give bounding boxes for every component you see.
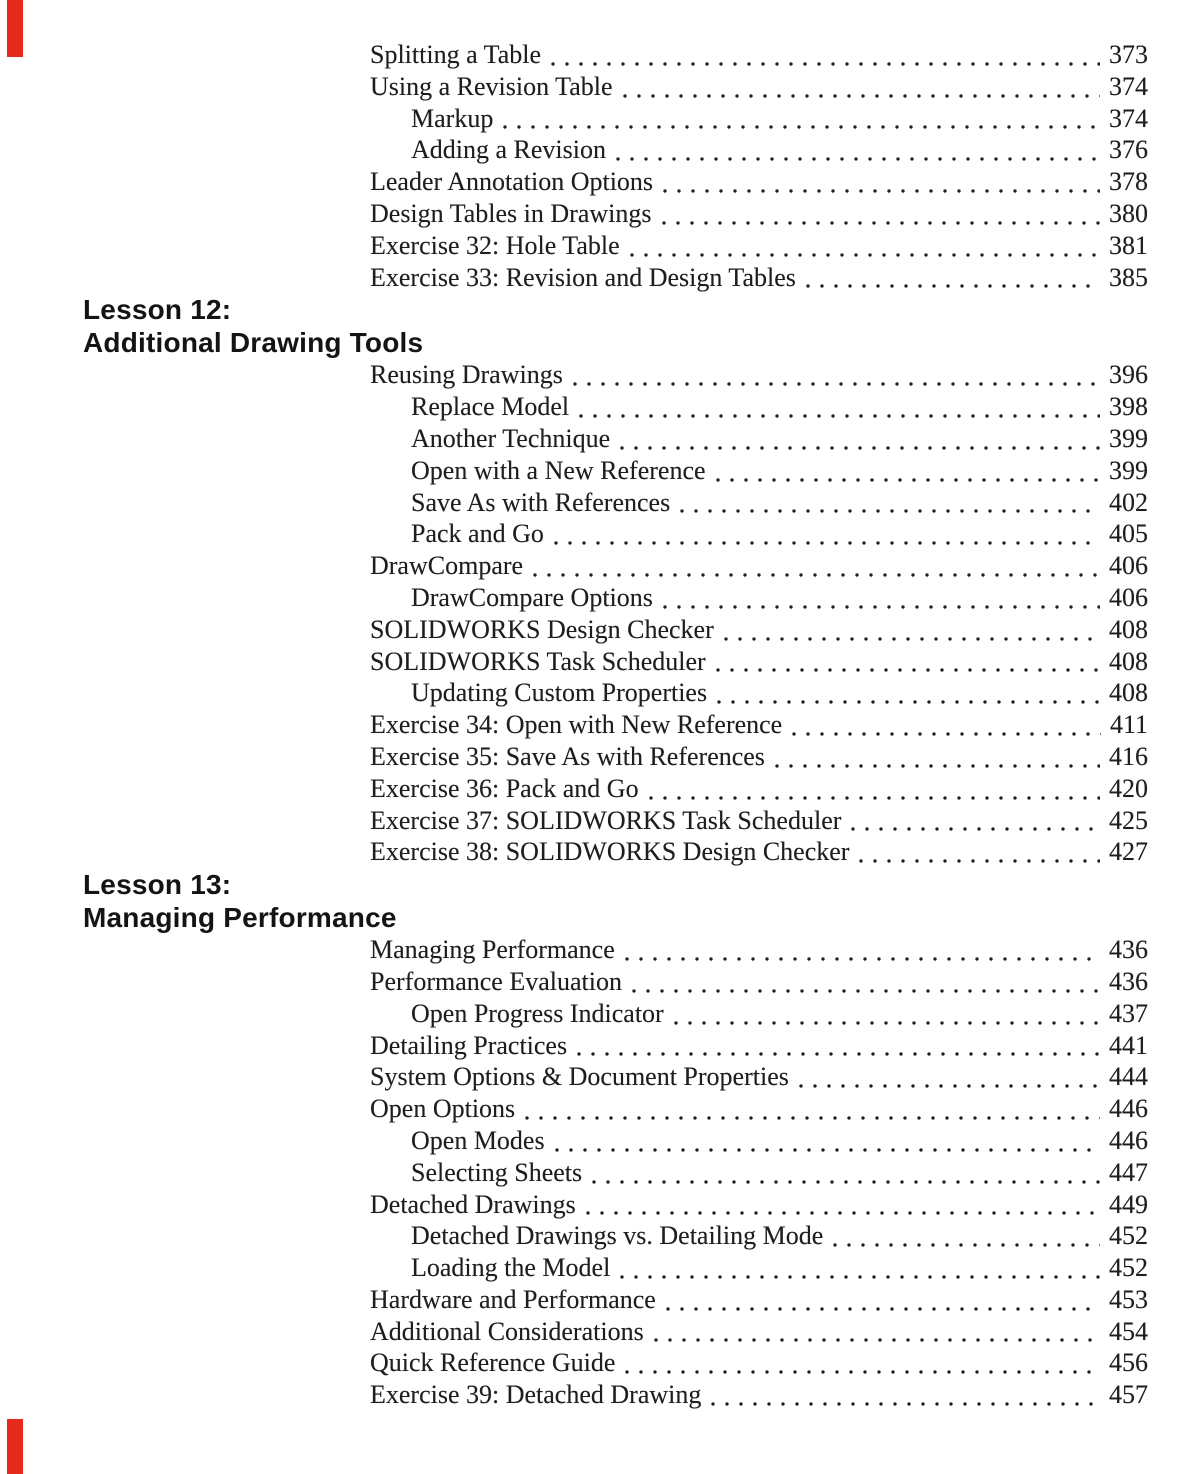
dot-leader: [563, 359, 1109, 391]
toc-entry-page-number: 446: [1109, 1094, 1148, 1124]
toc-entry: [370, 71, 1148, 103]
dot-leader: [493, 103, 1109, 135]
toc-entry-title: Exercise 33: Revision and Design Tables: [370, 262, 796, 292]
toc-entry-title: Pack and Go: [411, 519, 544, 549]
toc-entry: [370, 1379, 1148, 1411]
toc-entry-page-number: 374: [1109, 71, 1148, 101]
toc-section: [0, 293, 1186, 868]
dot-leader: [823, 1220, 1109, 1252]
dot-leader: [606, 134, 1109, 166]
toc-entry: [411, 1125, 1148, 1157]
toc-entry-page-number: 436: [1109, 966, 1148, 996]
toc-entry-page-number: 446: [1109, 1125, 1148, 1155]
toc-entry-title: Save As with References: [411, 487, 671, 517]
toc-entry: [370, 614, 1148, 646]
dot-leader: [610, 423, 1109, 455]
toc-entry: [370, 1030, 1148, 1062]
dot-leader: [653, 582, 1109, 614]
toc-entry-page-number: 453: [1109, 1284, 1148, 1314]
toc-entry: [411, 518, 1148, 550]
toc-entry-title: Replace Model: [411, 392, 570, 422]
toc-entry-page-number: 402: [1109, 487, 1148, 517]
toc-entry-page-number: 406: [1109, 551, 1148, 581]
dot-leader: [782, 709, 1110, 741]
toc-entry-title: Another Technique: [411, 423, 611, 453]
toc-entry-page-number: 385: [1109, 262, 1148, 292]
toc-entry-title: Loading the Model: [411, 1253, 611, 1283]
toc-entries: [0, 39, 1186, 293]
toc-entry-title: Managing Performance: [370, 935, 615, 965]
toc-entry-page-number: 396: [1109, 360, 1148, 390]
toc-entry-title: Leader Annotation Options: [370, 167, 654, 197]
toc-entry-title: DrawCompare Options: [411, 582, 653, 612]
dot-leader: [582, 1157, 1109, 1189]
lesson-heading-line1: Lesson 13:: [83, 869, 232, 901]
toc-entry: [370, 39, 1148, 71]
toc-entry-title: Open Options: [370, 1094, 516, 1124]
toc-entry: [411, 134, 1148, 166]
dot-leader: [652, 198, 1110, 230]
toc-entry-page-number: 376: [1109, 135, 1148, 165]
toc-entry: [370, 966, 1148, 998]
dot-leader: [706, 646, 1109, 678]
toc-entry-title: Additional Considerations: [370, 1316, 644, 1346]
toc-entry: [370, 166, 1148, 198]
toc-entry-page-number: 437: [1109, 998, 1148, 1028]
toc-entry-title: Detached Drawings: [370, 1189, 576, 1219]
toc-entry: [370, 359, 1148, 391]
toc-entry: [411, 998, 1148, 1030]
toc-entry-page-number: 405: [1109, 519, 1148, 549]
dot-leader: [576, 1189, 1109, 1221]
dot-leader: [701, 1379, 1109, 1411]
toc-entry: [411, 391, 1148, 423]
lesson-heading-line2: Managing Performance: [83, 902, 397, 934]
dot-leader: [569, 391, 1109, 423]
toc-entry: [370, 1061, 1148, 1093]
dot-leader: [706, 455, 1109, 487]
toc-entry: [370, 262, 1148, 294]
toc-entry-title: Using a Revision Table: [370, 71, 613, 101]
toc-entry: [411, 582, 1148, 614]
toc-entry-page-number: 408: [1109, 614, 1148, 644]
toc-entry-page-number: 374: [1109, 103, 1148, 133]
toc-entry-title: SOLIDWORKS Task Scheduler: [370, 646, 706, 676]
toc-entry: [370, 1189, 1148, 1221]
toc-entry: [370, 934, 1148, 966]
toc-entry-title: Detached Drawings vs. Detailing Mode: [411, 1221, 824, 1251]
toc-entry-page-number: 427: [1109, 837, 1148, 867]
toc-entry-title: Open Modes: [411, 1125, 545, 1155]
toc-entry-page-number: 408: [1109, 678, 1148, 708]
toc-entry: [411, 103, 1148, 135]
toc-entry-page-number: 447: [1109, 1157, 1148, 1187]
toc-entries: [0, 934, 1186, 1411]
dot-leader: [639, 773, 1109, 805]
dot-leader: [544, 518, 1109, 550]
lesson-heading-line2: Additional Drawing Tools: [83, 327, 424, 359]
dot-leader: [714, 614, 1109, 646]
dot-leader: [613, 71, 1109, 103]
toc-entry-page-number: 411: [1109, 710, 1148, 740]
dot-leader: [541, 39, 1109, 71]
toc-entry-title: Quick Reference Guide: [370, 1348, 616, 1378]
toc-entry-title: Adding a Revision: [411, 135, 606, 165]
toc-entry-page-number: 452: [1109, 1253, 1148, 1283]
toc-entry-title: Updating Custom Properties: [411, 678, 708, 708]
toc-entry-page-number: 416: [1109, 741, 1148, 771]
dot-leader: [644, 1316, 1109, 1348]
toc-entry: [370, 1284, 1148, 1316]
toc-entry: [370, 805, 1148, 837]
dot-leader: [664, 998, 1109, 1030]
toc-entry-page-number: 399: [1109, 455, 1148, 485]
toc-section: [0, 39, 1186, 293]
toc-entry-page-number: 436: [1109, 935, 1148, 965]
toc-entry-title: Exercise 39: Detached Drawing: [370, 1380, 702, 1410]
toc-entry-title: Exercise 32: Hole Table: [370, 230, 620, 260]
toc-entry-title: Reusing Drawings: [370, 360, 563, 390]
dot-leader: [849, 836, 1109, 868]
lesson-heading: [83, 868, 1186, 934]
toc-entry-page-number: 456: [1109, 1348, 1148, 1378]
toc-entry: [411, 1220, 1148, 1252]
toc-entry-page-number: 454: [1109, 1316, 1148, 1346]
toc-entry-title: Performance Evaluation: [370, 966, 622, 996]
toc-entry-title: Exercise 35: Save As with References: [370, 741, 765, 771]
toc-entry-title: Exercise 34: Open with New Reference: [370, 710, 783, 740]
toc-entry-page-number: 420: [1109, 773, 1148, 803]
lesson-heading-line1: Lesson 12:: [83, 294, 232, 326]
lesson-heading: [83, 293, 1186, 359]
toc-entry-page-number: 441: [1109, 1030, 1148, 1060]
toc-entry: [411, 487, 1148, 519]
toc-entry-title: Splitting a Table: [370, 40, 542, 69]
dot-leader: [622, 966, 1109, 998]
dot-leader: [789, 1061, 1109, 1093]
toc-entry: [411, 1157, 1148, 1189]
toc-entry-page-number: 398: [1109, 392, 1148, 422]
toc-entry-page-number: 408: [1109, 646, 1148, 676]
toc-entry: [411, 677, 1148, 709]
dot-leader: [670, 487, 1109, 519]
toc-entry-page-number: 381: [1109, 230, 1148, 260]
dot-leader: [656, 1284, 1109, 1316]
toc-entry-page-number: 425: [1109, 805, 1148, 835]
dot-leader: [515, 1093, 1109, 1125]
toc-entry-page-number: 378: [1109, 167, 1148, 197]
toc-entries: [0, 359, 1186, 868]
dot-leader: [545, 1125, 1109, 1157]
toc-entry-title: SOLIDWORKS Design Checker: [370, 614, 714, 644]
toc-entry-page-number: 399: [1109, 423, 1148, 453]
toc-entry-title: Markup: [411, 103, 494, 133]
toc-entry: [411, 455, 1148, 487]
dot-leader: [610, 1252, 1109, 1284]
toc-entry: [370, 198, 1148, 230]
dot-leader: [765, 741, 1109, 773]
toc-entry-title: Design Tables in Drawings: [370, 198, 652, 228]
toc-entry-title: Selecting Sheets: [411, 1157, 583, 1187]
red-edge-mark-bottom: [7, 1419, 23, 1474]
toc-entry: [370, 773, 1148, 805]
toc-entry-page-number: 449: [1109, 1189, 1148, 1219]
toc-entry-title: Exercise 38: SOLIDWORKS Design Checker: [370, 837, 850, 867]
toc-entry-title: Open Progress Indicator: [411, 998, 664, 1028]
toc-entry-page-number: 406: [1109, 582, 1148, 612]
toc-entry-page-number: 457: [1109, 1380, 1148, 1410]
toc-entry-title: Exercise 37: SOLIDWORKS Task Scheduler: [370, 805, 842, 835]
toc-entry-title: Open with a New Reference: [411, 455, 706, 485]
toc-entry: [370, 1316, 1148, 1348]
dot-leader: [796, 262, 1109, 294]
toc-entry: [370, 646, 1148, 678]
toc-entry-page-number: 452: [1109, 1221, 1148, 1251]
toc-entry: [370, 550, 1148, 582]
dot-leader: [615, 1347, 1109, 1379]
toc-entry-page-number: 444: [1109, 1062, 1148, 1092]
toc-entry: [370, 836, 1148, 868]
dot-leader: [615, 934, 1109, 966]
toc-entry: [411, 423, 1148, 455]
toc-entry-title: System Options & Document Properties: [370, 1062, 789, 1092]
toc-entry: [370, 1093, 1148, 1125]
toc-entry-page-number: 380: [1109, 198, 1148, 228]
toc-section: [0, 868, 1186, 1411]
toc-entry-title: DrawCompare: [370, 551, 524, 581]
dot-leader: [620, 230, 1109, 262]
toc-entry: [370, 741, 1148, 773]
dot-leader: [841, 805, 1109, 837]
toc-entry: [370, 1347, 1148, 1379]
dot-leader: [567, 1030, 1109, 1062]
dot-leader: [523, 550, 1109, 582]
toc-entry-title: Detailing Practices: [370, 1030, 568, 1060]
toc-entry: [370, 230, 1148, 262]
toc-entry: [370, 709, 1148, 741]
dot-leader: [707, 677, 1109, 709]
dot-leader: [653, 166, 1109, 198]
toc-entry-page-number: 373: [1109, 40, 1148, 69]
red-edge-mark-top: [7, 0, 23, 57]
toc-entry-title: Exercise 36: Pack and Go: [370, 773, 639, 803]
toc-entry-title: Hardware and Performance: [370, 1284, 656, 1314]
toc-entry: [411, 1252, 1148, 1284]
